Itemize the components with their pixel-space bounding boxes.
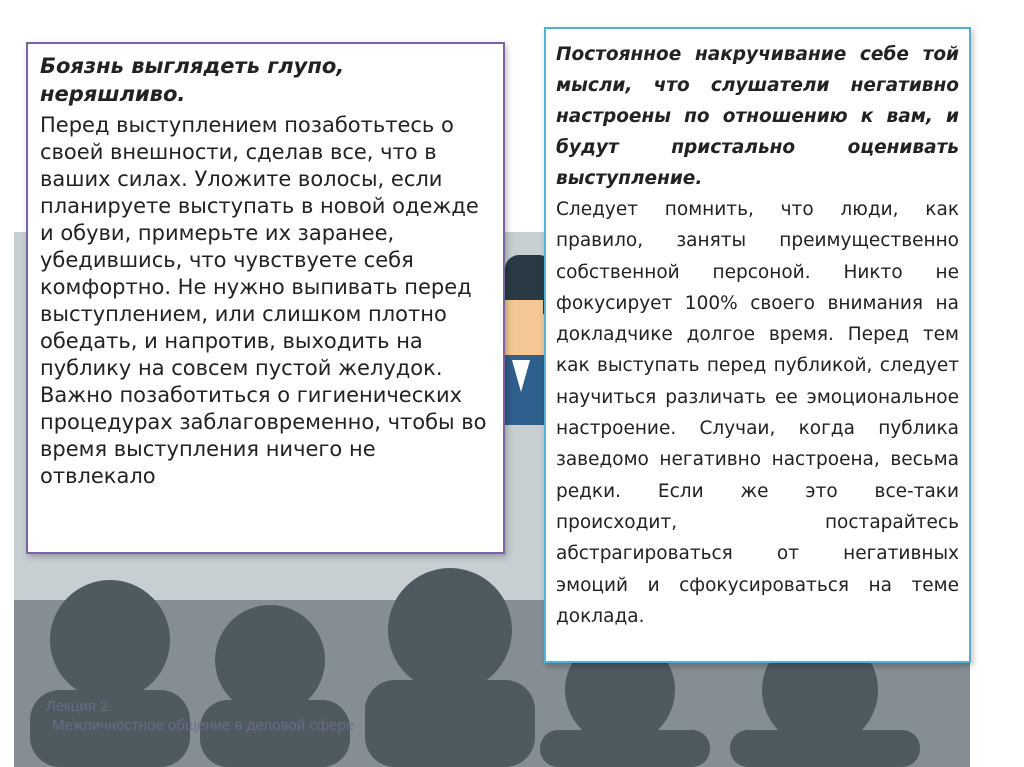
left-box-body: Перед выступлением позаботьтесь о своей внешности, сделав все, что в ваших силах. Уложите волосы, если планируете выступать в новой одежде и обуви, примерьте их заранее, убедившись, что чувствуете себя комфортно. Не нужно выпивать перед выступлением, или слишком плотно обедать, и напротив, выходить на публику на совсем пустой желудок. Важно позаботиться о гигиенических процедурах заблаговременно, чтобы во время выступления ничего не отвлекало bbox=[40, 113, 487, 488]
wall-panel bbox=[970, 232, 1024, 767]
slide-footer bbox=[46, 697, 354, 735]
right-box-heading: Постоянное накручивание себе той мысли, что слушатели негативно настроены по отношению к вам, и будут пристально оценивать выступление. bbox=[556, 44, 959, 189]
footer-lecture-title: Межличностное общение в деловой сфере bbox=[52, 717, 355, 734]
footer-lecture-number: Лекция 2. bbox=[46, 698, 113, 715]
right-text-box bbox=[544, 27, 971, 663]
left-text-box bbox=[26, 42, 505, 554]
left-box-heading: Боязнь выглядеть глупо, неряшливо. bbox=[40, 54, 345, 106]
right-box-body: Следует помнить, что люди, как правило, заняты преимущественно собственной персоной. Никто не фокусирует 100% своего внимания на докладчике долгое время. Перед тем как выступать перед публикой, следует научиться различать ее эмоциональное настроение. Случаи, когда публика заведомо негативно настроена, весьма редки. Если же это все-таки происходит, постарайтесь абстрагироваться от негативных эмоций и сфокусироваться на теме доклада. bbox=[556, 199, 959, 627]
